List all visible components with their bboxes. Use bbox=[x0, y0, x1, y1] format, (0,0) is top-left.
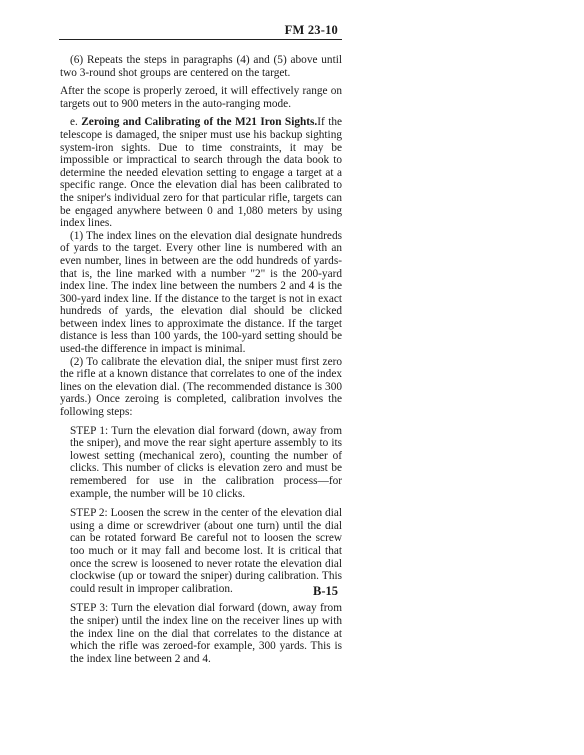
section-e-paragraph bbox=[60, 116, 342, 229]
paragraph-1-index-lines: (1) The index lines on the elevation dial designate hundreds of yards to the target. Every other line is numbered with an even number, lines in between are the odd hundreds of yards-that is, the line marked with a number "2" is the 200-yard index line. The index line between the numbers 2 and 4 is the 300-yard index line. If the distance to the target is not in exact hundreds of yards, the elevation dial should be clicked between index lines to approximate the distance. If the target distance is less than 100 yards, the 100-yard setting should be used-the difference in impact is minimal. bbox=[60, 229, 342, 356]
step-3: STEP 3: Turn the elevation dial forward (down, away from the sniper) until the index line on the receiver lines up with the index line on the dial that correlates to the distance at which the rifle was zeroed-for example, 300 yards. This is the index line between 2 and 4. bbox=[70, 602, 342, 665]
page-body bbox=[60, 54, 342, 672]
section-e-text: If the telescope is damaged, the sniper must use his backup sighting system-iron sights. Due to time constraints, it may be impossible or impractical to search through the data book to determine the needed elevation setting to engage a target at a specific range. Once the elevation dial has been calibrated to the sniper's individual zero for that particular rifle, targets can be engaged anywhere between 0 and 1,080 meters by using index lines. bbox=[60, 116, 342, 230]
header-rule bbox=[59, 39, 342, 40]
paragraph-2-calibrate: (2) To calibrate the elevation dial, the sniper must first zero the rifle at a known distance that correlates to one of the index lines on the elevation dial. (The recommended distance is 300 yards.) Once zeroing is completed, calibration involves the following steps: bbox=[60, 355, 342, 419]
paragraph-6: (6) Repeats the steps in paragraphs (4) and (5) above until two 3-round shot groups are centered on the target. bbox=[60, 54, 342, 79]
manual-id-header: FM 23-10 bbox=[284, 23, 338, 37]
paragraph-zeroed-range: After the scope is properly zeroed, it will effectively range on targets out to 900 meters in the auto-ranging mode. bbox=[60, 85, 342, 110]
step-2: STEP 2: Loosen the screw in the center of the elevation dial using a dime or screwdriver (about one turn) until the dial can be rotated forward Be careful not to loosen the screw too much or it may fall and become lost. It is critical that once the screw is loosened to never rotate the elevation dial clockwise (up or toward the sniper) during calibration. This could result in improper calibration. bbox=[70, 507, 342, 595]
page-number: B-15 bbox=[313, 584, 338, 598]
section-e-title: Zeroing and Calibrating of the M21 Iron Sights. bbox=[81, 116, 318, 129]
section-e-prefix: e. bbox=[70, 116, 82, 129]
step-1: STEP 1: Turn the elevation dial forward (down, away from the sniper), and move the rear sight aperture assembly to its lowest setting (mechanical zero), counting the number of clicks. This number of clicks is elevation zero and must be remembered for use in the calibration process—for example, the number will be 10 clicks. bbox=[70, 424, 342, 500]
